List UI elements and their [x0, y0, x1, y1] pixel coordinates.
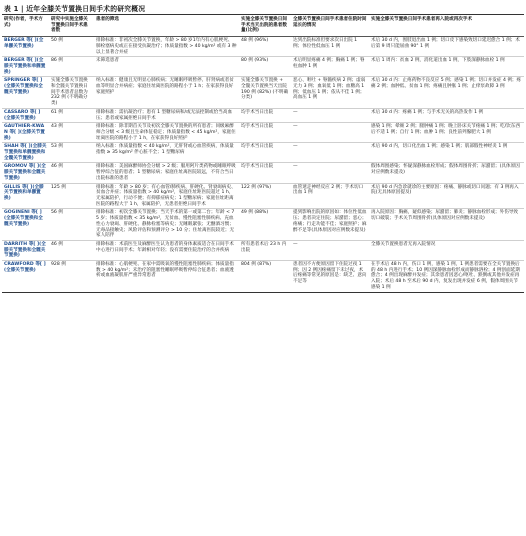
- table-cell-screening: 排除标准：非初次全膝关节置换，年龄 > 80 岁1年内有心肌梗死、肺栓塞病史或正在接受抗凝治疗；体质量指数 > 40 kg/m² 或有 3 种以上显著合并症: [94, 37, 239, 57]
- table-cell-extended: —: [291, 123, 369, 143]
- table-cell-sameday: 49 例 (88%): [239, 209, 291, 241]
- table-cell-count: 43 例: [49, 123, 94, 143]
- table-row: [2, 183, 524, 209]
- table-cell-readmission: 术后 90 d 内急诊就诊的主要原因：疼痛、静脉或切口问题；有 3 例再入院(无具体原因提及): [369, 183, 524, 209]
- table-cell-sameday: 均手术当日出院: [239, 163, 291, 183]
- header-cell-extended: 全膝关节置换日间手术患者住院时间延长的情况: [291, 15, 369, 37]
- table-cell-screening: 排除标准：术前医生及麻醉医生认为患者的身体素质适合在日间手术中心进行日间手术；年龄相对年轻；没有需要住院治疗的合并疾病: [94, 240, 239, 260]
- table-cell-sameday: 48 例 (96%): [239, 37, 291, 57]
- table-cell-sameday: 均手术当日出院: [239, 123, 291, 143]
- table-cell-extended: 提到影响出院的原因如：体位性低血压；患者决定住院；尿潴留；恶心；疼痛；行走功能不佳；家庭照护；麻醉不足等(具体原因对应例数未提及): [291, 209, 369, 241]
- table-cell-extended: —: [291, 240, 369, 260]
- table-cell-sameday: 实施全膝关节置换 + 全髋关节置换当天出院 190 例 (82%) (不明确分类): [239, 77, 291, 109]
- table-cell-study: SPRINGER 等[ ](全膝关节置换和全髋关节置换): [2, 77, 49, 109]
- table-cell-study: GILLIS 等[ ](全膝关节置换和单髁置换): [2, 183, 49, 209]
- table-cell-readmission: 术后 30 d 内：止疼药物不良反应 5 例；感染 1 例；切口并发症 4 例；疼痛 2 例；血肿低、贫血 1 例；疼痛且肿胀 1 例；止痒泵故障 3 例: [369, 77, 524, 109]
- header-cell-sameday: 实施全膝关节置换日间手术当天出院的患者数量(比例): [239, 15, 291, 37]
- table-row: [2, 240, 524, 260]
- table-cell-count: 53 例: [49, 143, 94, 163]
- table-cell-study: GROMOV 等[ ](全膝关节置换和全髋关节置换): [2, 163, 49, 183]
- table-cell-count: 125 例: [49, 183, 94, 209]
- table-cell-extended: 血管迷走神经反应 2 例；手术切口出血 1 例: [291, 183, 369, 209]
- table-cell-study: BERGER 等[ ](全单髁关节置换): [2, 37, 49, 57]
- table-cell-screening: 排除标准：心肌梗死、在家中需吸氧的慢性阻塞性肺疾病；体质量指数 > 40 kg/m²；未治疗的阻塞性睡眠呼吸暂停综合征患者；血液透析或血液凝肌肝严重异常患者: [94, 261, 239, 293]
- table-body: [2, 37, 524, 292]
- table-caption: 表 1 | 近年全膝关节置换日间手术的研究概况: [4, 5, 146, 13]
- table-cell-sameday: 80 例 (93%): [239, 57, 291, 77]
- table-cell-study: SHAH 等[ ](全膝关节置换和单髁置换和全髋关节置换): [2, 143, 49, 163]
- table-row: [2, 77, 524, 109]
- header-cell-study: 研究(作者，手术方式): [2, 15, 49, 37]
- table-cell-study: CASSARO 等[ ](全膝关节置换): [2, 108, 49, 122]
- table-cell-count: 46 例: [49, 240, 94, 260]
- table-cell-sameday: 均手术当日出院: [239, 143, 291, 163]
- table-cell-count: 实施全膝关节置换和全髋关节置换日间手术患者总数为 232 例 (不明确分类): [49, 77, 94, 109]
- table-cell-count: 86 例: [49, 57, 94, 77]
- table-cell-extended: 术后明显疼痛 4 例；胸痛 1 例；脊柱血肿 1 例: [291, 57, 369, 77]
- table-cell-extended: —: [291, 108, 369, 122]
- table-header: [2, 15, 524, 37]
- table-cell-screening: 未筛选患者: [94, 57, 239, 77]
- table-cell-sameday: 804 例 (87%): [239, 261, 291, 293]
- table-cell-extended: —: [291, 143, 369, 163]
- table-cell-readmission: 假体周围感染；怀疑深静脉血栓形成；假体周围骨折；尿潴留；(具体原因对应例数未提及): [369, 163, 524, 183]
- table-row: [2, 123, 524, 143]
- header-cell-readmission: 实施全膝关节置换日间手术患者再入院或再次手术: [369, 15, 524, 37]
- table-cell-count: 46 例: [49, 163, 94, 183]
- table-cell-count: 928 例: [49, 261, 94, 293]
- table-row: [2, 57, 524, 77]
- table-cell-screening: 排除标准：美国麻醉师协会分级 > 2 级；服用阿片类药物或睡眠呼吸暂停综合征的患者；1 型糖尿病；家庭住址离医院较远，不符合当日出院标准的患者: [94, 163, 239, 183]
- table-cell-study: GAUTHIER-KWAN 等[ ](全膝关节置换): [2, 123, 49, 143]
- header-row: [2, 15, 524, 37]
- table-cell-extended: 恶心、呕吐 + 脊髓疾病 2 例；虚弱无力 3 例；血氧低 1 例；血糖高 1 例；低血压 1 例；依从不佳 1 例；高血压 1 例: [291, 77, 369, 109]
- research-table: [2, 14, 524, 293]
- table-row: [2, 163, 524, 183]
- table-cell-readmission: 术后 30 d 内，围肢退出血 1 例；切口皮下感染致切口延迟愈合 1 例；术后第 9 周只能屈曲 90° 1 例: [369, 37, 524, 57]
- table-cell-readmission: 再入院原因：胸痛，疑似感染；尿潴留；肺炎；静脉血栓形成；外伤导致切口破裂；手术关节周围骨折(具体原因对应例数未提及): [369, 209, 524, 241]
- table-cell-study: CRAWFORD 等[ ](全膝关节置换): [2, 261, 49, 293]
- table-cell-count: 61 例: [49, 108, 94, 122]
- table-cell-readmission: 感染 1 例；晕厥 2 例；腿肿痛 1 例；晚上卧床关节疼痛 1 例；吃/饮东西后不适 1 例；自行 1 例；血肿 1 例；良性前列腺肥大 1 例: [369, 123, 524, 143]
- table-cell-count: 50 例: [49, 37, 94, 57]
- table-row: [2, 209, 524, 241]
- table-cell-count: 56 例: [49, 209, 94, 241]
- table-cell-study: DARRITH 等[ ](全膝关节置换和全髋关节置换): [2, 240, 49, 260]
- table-cell-extended: 达到出院标准但要求次日出院 1 例；体位性低血压 1 例: [291, 37, 369, 57]
- table-cell-readmission: 在手术后 48 h 内，伤口 1 例，感染 1 例，1 例患者需要在全关节置换后的 48 h 内进行手术；10 例因深静脉血栓形成而静脉溶栓；4 例创面延期愈合；4 例出现麻醉并发症；其余患者因恶心/呕吐、跌倒或其他并发症再入院；术后 48 h 至术后 90 d 内，复发出现并发症 6 例，假体周围关节感染 1 例: [369, 261, 524, 293]
- table-cell-extended: 患者因不方便原因留下住院过夜 1 例；因 2 例因疼痛留下未过夜，术后疼痛等常见的原因是：缺乏、意向不足等: [291, 261, 369, 293]
- header-cell-screening: 患者的筛选: [94, 15, 239, 37]
- table-cell-sameday: 所有患者术后 23 h 内出院: [239, 240, 291, 260]
- table-cell-screening: 排除标准：除非期首关节及初次全膝关节置换的所有患者；同级麻醉师合分级 < 3 级且生命体征稳定；体质量指数 < 45 kg/m²，家庭住址离医院的路程小于 1 h，在家获得良好照护: [94, 123, 239, 143]
- header-cell-count: 研究中实施全膝关节置换日间手术患者数: [49, 15, 94, 37]
- table-row: [2, 261, 524, 293]
- table-cell-screening: 纳入标准：体质量指数 < 40 kg/m²，无肝肾或心血管疾病，体质量指数 ≥ 35 kg/m² 伴心脏不全；1 型糖尿病: [94, 143, 239, 163]
- table-row: [2, 143, 524, 163]
- table-cell-screening: 排除标准：年龄 > 80 岁；有心血管/肺疾病、肝硬化、肾衰竭病史、贫血合并症；体质量指数 > 40 kg/m²，家庭住址距医院超过 1 h，无家属陪护，行动不便；有抑郁症病史；1 型糖尿病；家庭住址距离医院的路程大于 1 h，家属陪护，无患者拒绝日间手术: [94, 183, 239, 209]
- table-row: [2, 37, 524, 57]
- table-cell-readmission: 术后 30 d 内：疼痛 1 例；与手术无关的高热发作 1 例: [369, 108, 524, 122]
- table-cell-sameday: 均手术当日出院: [239, 108, 291, 122]
- table-cell-extended: —: [291, 163, 369, 183]
- table-cell-screening: 排除标准：初次全膝关节置换；当天手术的第一或第二台；年龄 < 75 岁；体质量指数 < 35 kg/m²，无贫血、慢性阻塞性肺疾病、充血性心力衰竭、肝硬化、静脉栓塞等病史；无睡眠紧张；无酗酒习惯；无毒品接触史；风险评估和预测评分 > 10 分；住址离医院较近；无家人陪伴: [94, 209, 239, 241]
- table-cell-readmission: 全膝关节置换患者无再入院情况: [369, 240, 524, 260]
- table-cell-sameday: 122 例 (97%): [239, 183, 291, 209]
- table-row: [2, 108, 524, 122]
- table-cell-readmission: 术后 1 周内：贫血 2 例，消化道出血 1 例，下肢深静脉血栓 1 例: [369, 57, 524, 77]
- table-cell-readmission: 术后 90 d 内，切口化出血 1 例；感染 1 例；肌部假性神经炎 1 例: [369, 143, 524, 163]
- table-cell-screening: 排除标准：需抗凝治疗；患有 1 型糖尿病和/或无法控制或恰当高血压；患者或家属拒绝日间手术: [94, 108, 239, 122]
- table-cell-study: GOGINENI 等[ ](全膝关节置换和全髋关节置换): [2, 209, 49, 241]
- table-cell-study: BERGER 等[ ](全膝关节置换和单髁置换): [2, 57, 49, 77]
- table-cell-screening: 纳入标准：健康且无明显心肺疾病；无睡眠呼吸暂停、肝肾病或者贫血等明显合并病症；家庭住址离医院的路程小于 1 h；在家获得良好家庭照护: [94, 77, 239, 109]
